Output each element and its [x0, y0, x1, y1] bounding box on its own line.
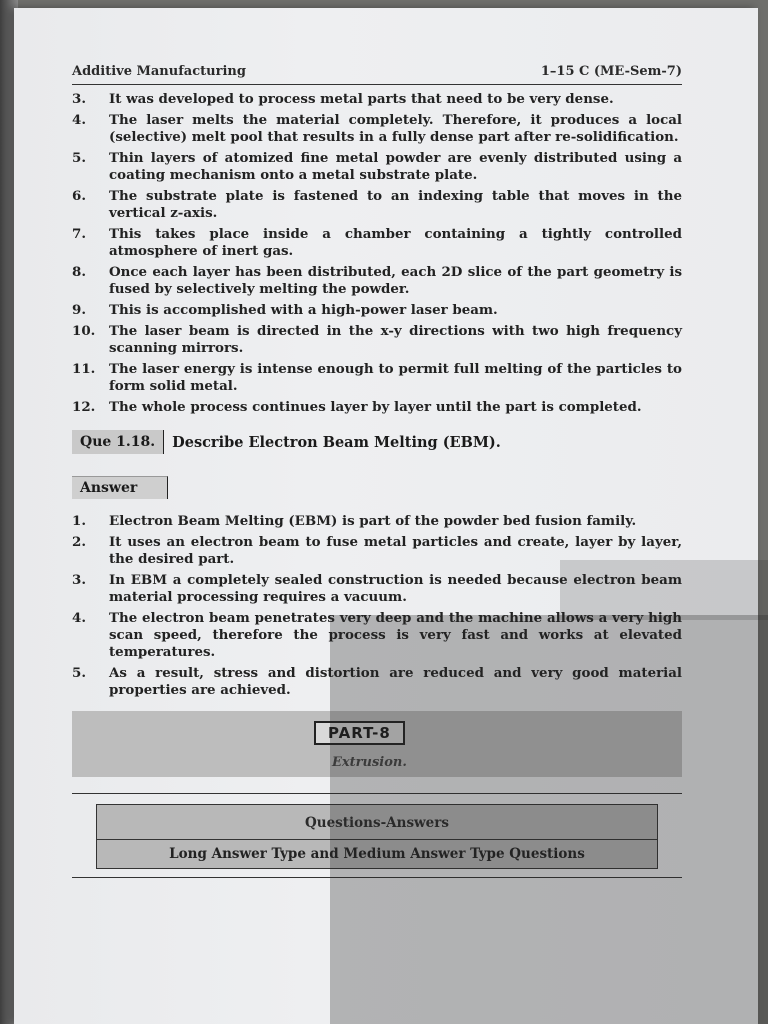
- item-number: 7.: [72, 226, 86, 242]
- list-item: [72, 665, 682, 699]
- points-list-ebm: [72, 513, 682, 699]
- item-text: The laser melts the material completely. Therefore, it produces a local (selective) melt pool that results in a fully dense part after re-solidification.: [109, 112, 682, 145]
- divider: [72, 877, 682, 878]
- answer-label: Answer: [72, 476, 168, 499]
- qa-box: [96, 804, 658, 869]
- item-number: 5.: [72, 150, 86, 166]
- part-banner: [72, 711, 682, 777]
- item-text: It was developed to process metal parts that need to be very dense.: [109, 91, 614, 107]
- list-item: [72, 399, 682, 416]
- item-number: 12.: [72, 399, 96, 415]
- item-text: This takes place inside a chamber containing a tightly controlled atmosphere of inert gas.: [109, 226, 682, 259]
- list-item: [72, 610, 682, 661]
- item-number: 3.: [72, 572, 86, 588]
- question-number: Que 1.18.: [72, 430, 164, 454]
- list-item: [72, 112, 682, 146]
- points-list-laser: [72, 91, 682, 416]
- item-text: In EBM a completely sealed construction is needed because electron beam material processing requires a vacuum.: [109, 572, 682, 605]
- qa-subtitle: Long Answer Type and Medium Answer Type Questions: [169, 846, 585, 862]
- item-text: The laser energy is intense enough to permit full melting of the particles to form solid metal.: [109, 361, 682, 394]
- list-item: [72, 188, 682, 222]
- item-number: 2.: [72, 534, 86, 550]
- question-text: Describe Electron Beam Melting (EBM).: [172, 433, 501, 451]
- list-item: [72, 323, 682, 357]
- item-number: 8.: [72, 264, 86, 280]
- header-book-title: Additive Manufacturing: [72, 64, 246, 79]
- list-item: [72, 91, 682, 108]
- part-subtitle: Extrusion.: [332, 755, 407, 770]
- item-text: Electron Beam Melting (EBM) is part of the powder bed fusion family.: [109, 513, 637, 529]
- part-label: PART-8: [314, 721, 405, 745]
- header-page-number: 1–15 C (ME-Sem-7): [540, 64, 682, 79]
- item-text: Thin layers of atomized fine metal powder are evenly distributed using a coating mechanism onto a metal substrate plate.: [109, 150, 682, 183]
- list-item: [72, 226, 682, 260]
- list-item: [72, 264, 682, 298]
- list-item: [72, 302, 682, 319]
- item-number: 11.: [72, 361, 96, 377]
- list-item: [72, 572, 682, 606]
- item-text: Once each layer has been distributed, each 2D slice of the part geometry is fused by selectively melting the powder.: [109, 264, 682, 297]
- list-item: [72, 513, 682, 530]
- item-text: The substrate plate is fastened to an indexing table that moves in the vertical z-axis.: [109, 188, 682, 221]
- divider: [72, 793, 682, 794]
- item-text: The electron beam penetrates very deep and the machine allows a very high scan speed, therefore the process is very fast and works at elevated temperatures.: [109, 610, 682, 660]
- page-content: [72, 64, 682, 878]
- qa-title: Questions-Answers: [97, 805, 657, 840]
- question-heading: [72, 430, 682, 454]
- item-number: 10.: [72, 323, 96, 339]
- item-number: 9.: [72, 302, 86, 318]
- item-number: 6.: [72, 188, 86, 204]
- running-header: [72, 64, 682, 85]
- item-text: The laser beam is directed in the x-y directions with two high frequency scanning mirrors.: [109, 323, 682, 356]
- item-number: 4.: [72, 112, 86, 128]
- item-text: The whole process continues layer by layer until the part is completed.: [109, 399, 642, 415]
- item-number: 4.: [72, 610, 86, 626]
- item-text: It uses an electron beam to fuse metal particles and create, layer by layer, the desired part.: [109, 534, 682, 567]
- item-number: 3.: [72, 91, 86, 107]
- list-item: [72, 534, 682, 568]
- item-text: This is accomplished with a high-power laser beam.: [109, 302, 498, 318]
- item-number: 1.: [72, 513, 86, 529]
- item-number: 5.: [72, 665, 86, 681]
- list-item: [72, 361, 682, 395]
- item-text: As a result, stress and distortion are reduced and very good material properties are achieved.: [109, 665, 682, 698]
- list-item: [72, 150, 682, 184]
